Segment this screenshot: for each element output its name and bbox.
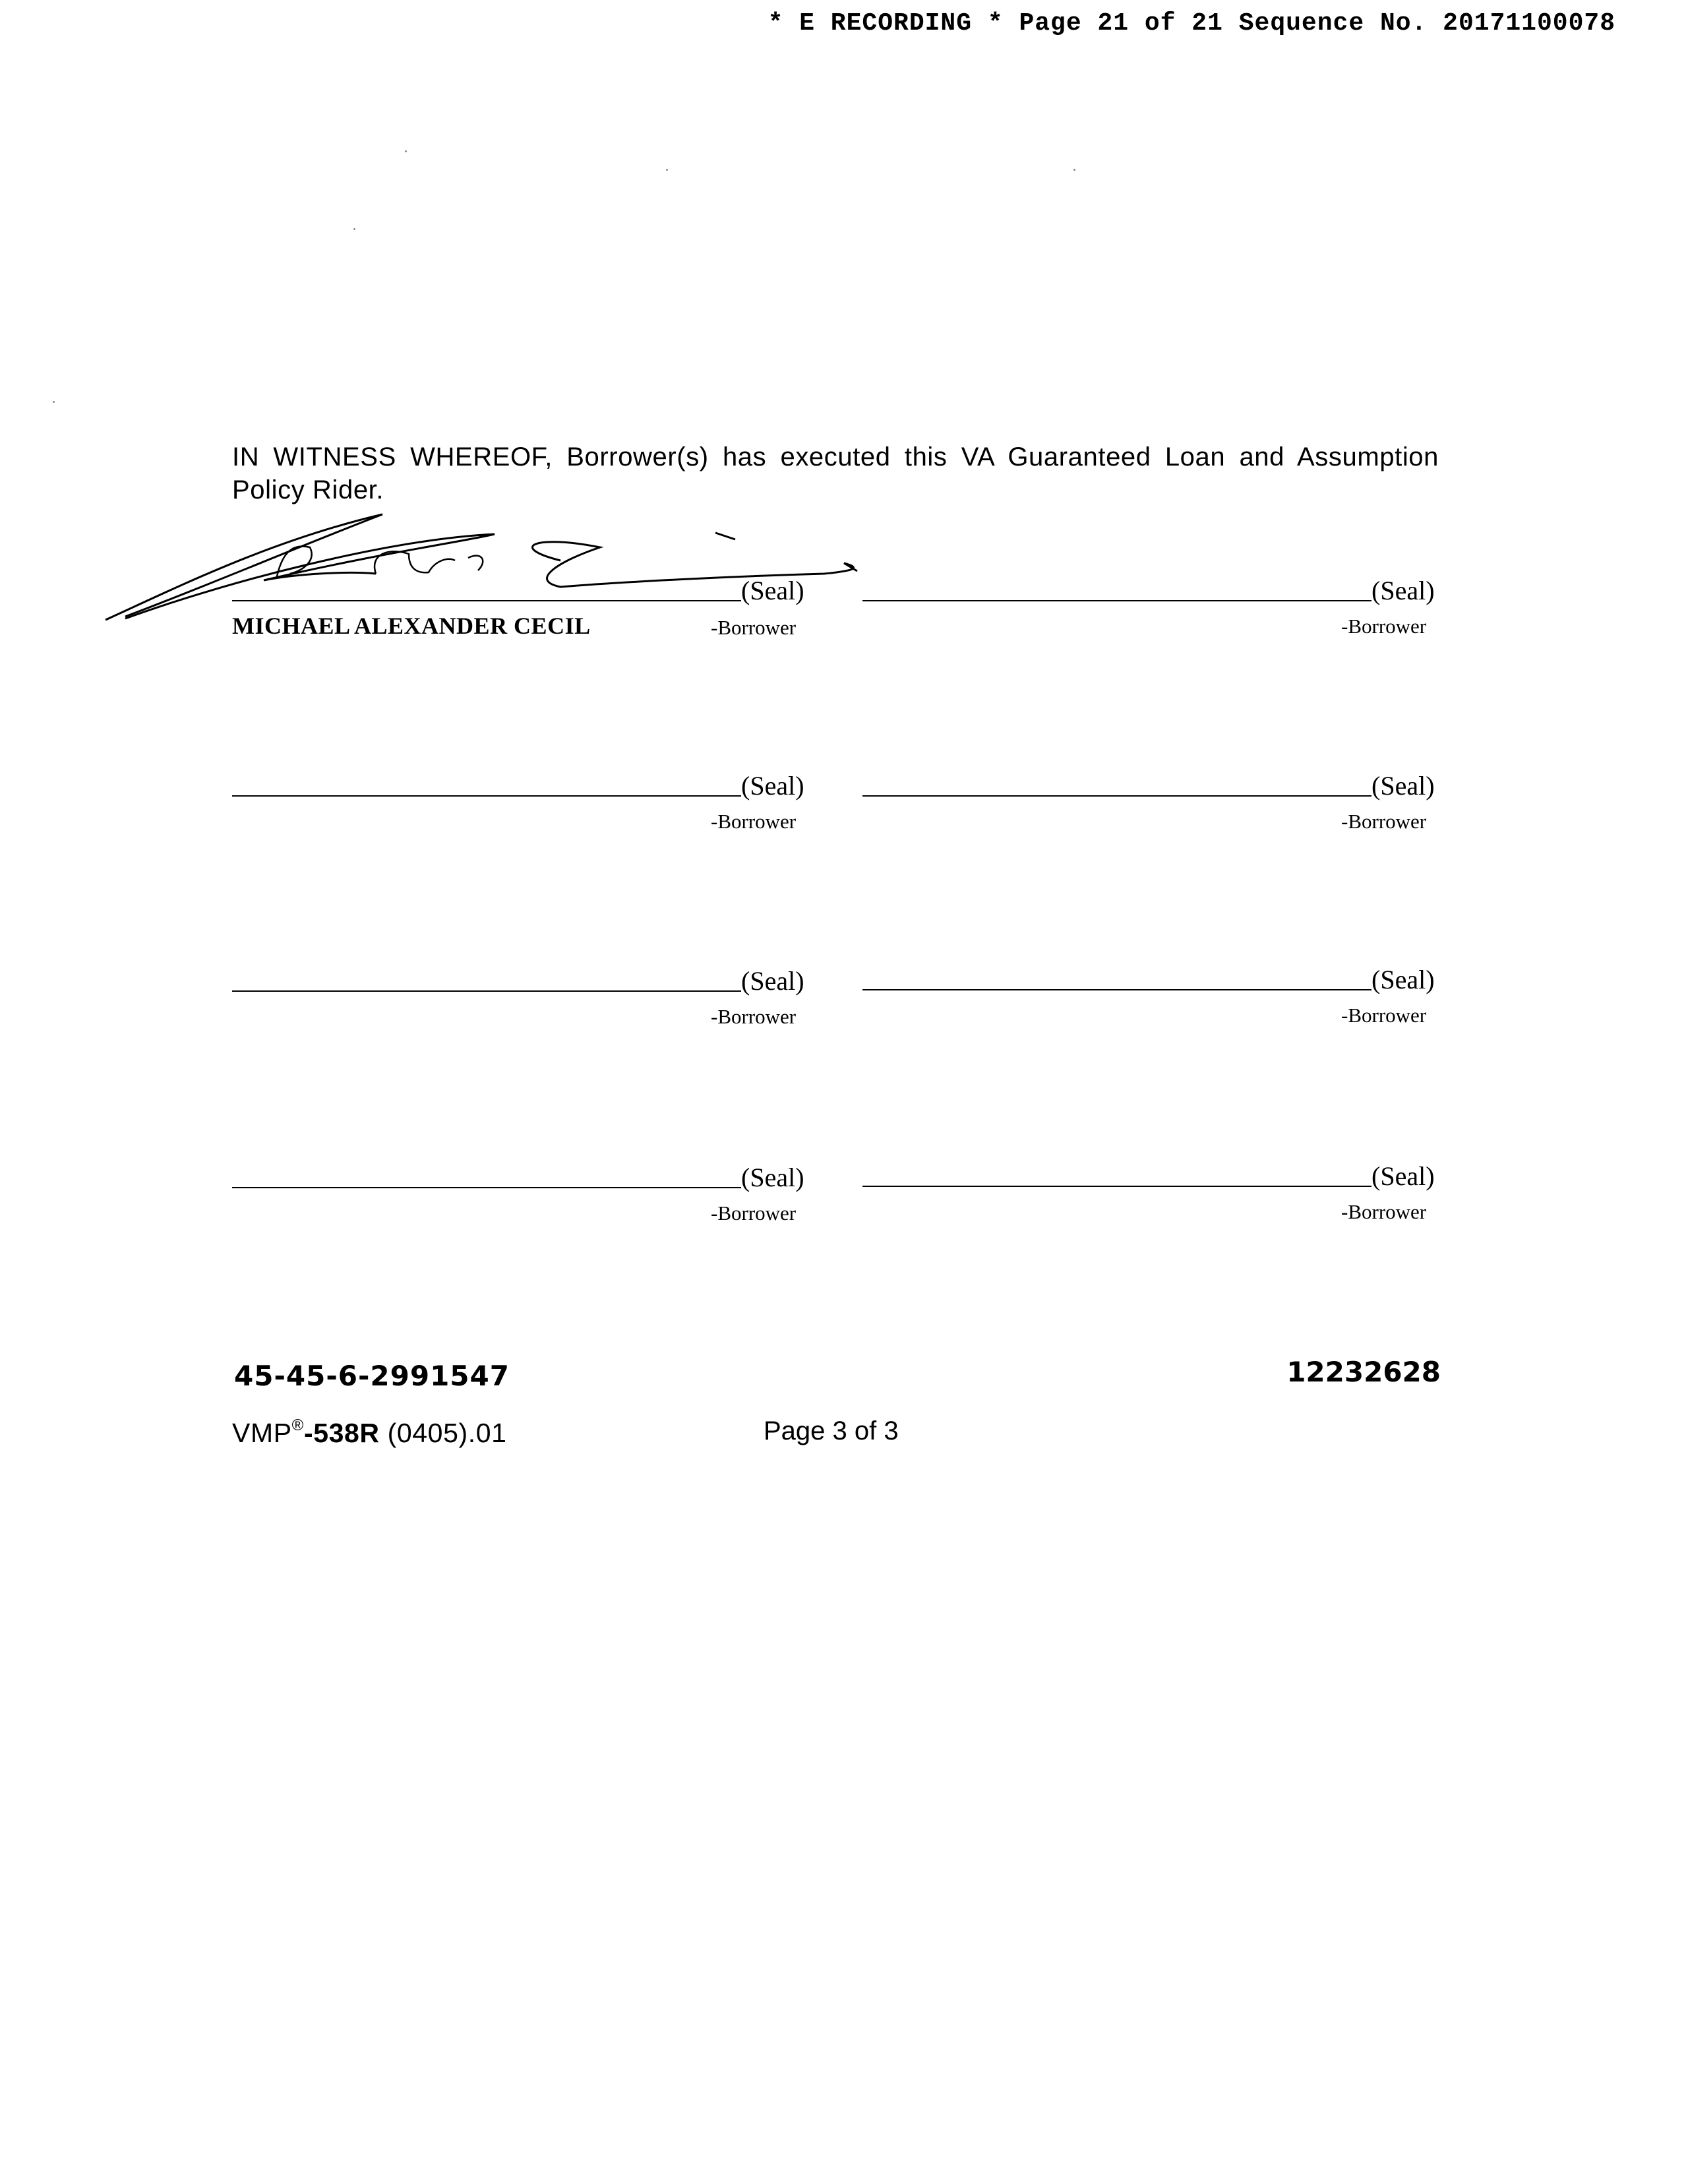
seal-label: (Seal) [1372,1161,1435,1191]
form-prefix: VMP [232,1418,292,1448]
seal-label: (Seal) [741,966,804,996]
seal-label: (Seal) [1372,576,1435,605]
borrower-name: MICHAEL ALEXANDER CECIL [232,613,591,639]
signature-line [862,600,1372,601]
signature-line [232,1187,741,1188]
borrower-label: -Borrower [711,1201,797,1225]
seal-label: (Seal) [741,771,804,801]
borrower-label: -Borrower [711,1005,797,1028]
scan-speck [405,150,407,152]
seal-label: (Seal) [1372,771,1435,801]
registered-mark: ® [291,1416,304,1434]
form-number: -538R [303,1418,380,1448]
seal-label: (Seal) [1372,965,1435,994]
borrower-label: -Borrower [1341,810,1427,833]
scan-speck [666,169,668,171]
signature-line [862,1186,1372,1187]
page-number: Page 3 of 3 [764,1416,899,1445]
scan-speck [1073,169,1075,171]
form-revision: (0405).01 [379,1418,507,1448]
borrower-label: -Borrower [1341,1200,1427,1223]
witness-statement: IN WITNESS WHEREOF, Borrower(s) has executed this VA Guaranteed Loan and Assumption Policy Rider. [232,442,1439,504]
seal-label: (Seal) [741,1163,804,1192]
seal-label: (Seal) [741,576,804,605]
borrower-label: -Borrower [1341,1004,1427,1027]
form-code [232,1416,507,1449]
borrower-label: -Borrower [1341,615,1427,638]
signature-line [232,600,741,601]
scan-speck [353,228,355,230]
loan-id: 45-45-6-2991547 [234,1360,510,1392]
scan-speck [53,401,55,403]
borrower-label: -Borrower [711,810,797,833]
signature-line [862,989,1372,990]
signature-line [232,990,741,992]
borrower-label: -Borrower [711,616,797,639]
signature-line [232,795,741,797]
signature-line [862,795,1372,797]
loan-number: 12232628 [1286,1356,1441,1388]
recording-header: * E RECORDING * Page 21 of 21 Sequence No. 20171100078 [768,9,1615,38]
